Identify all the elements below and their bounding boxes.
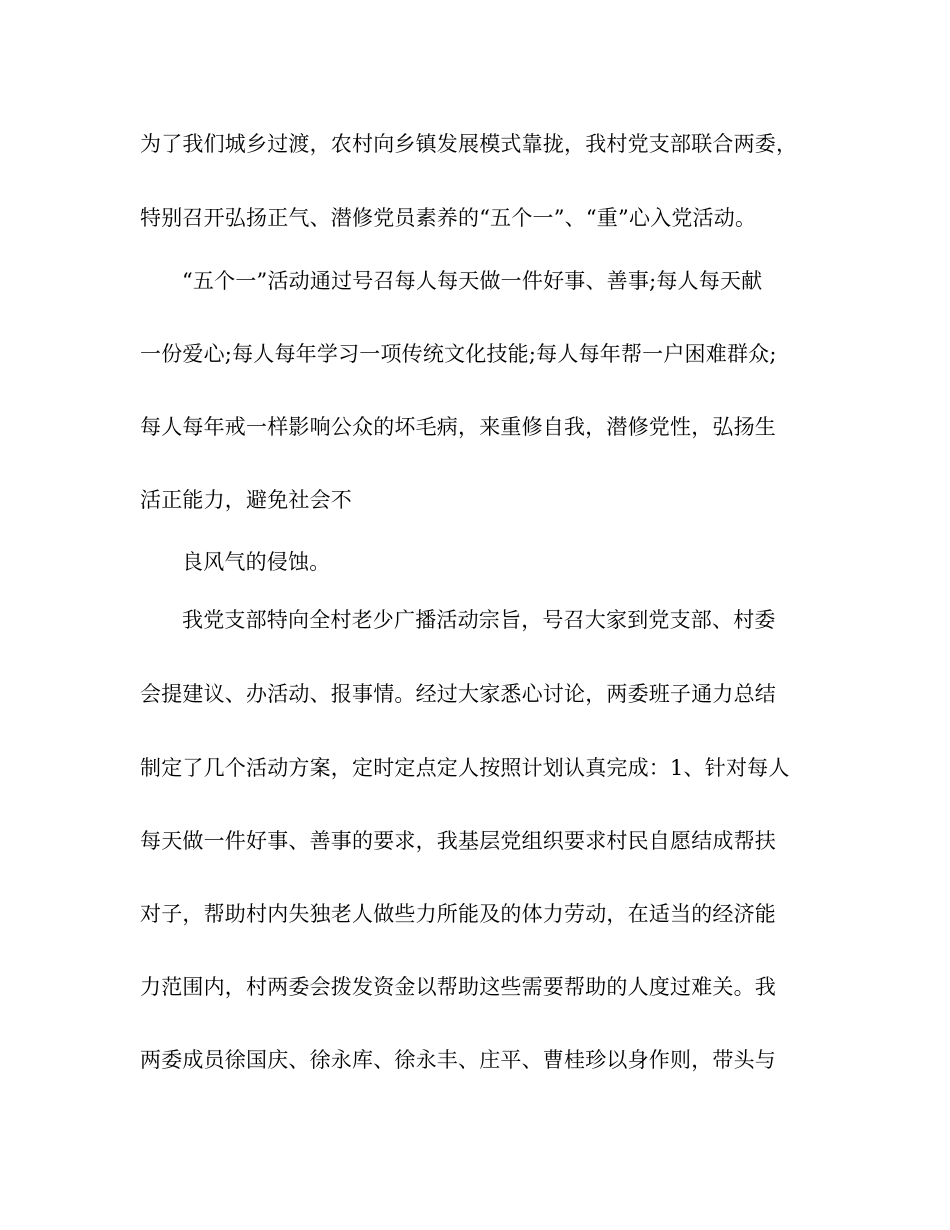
text-line-8: 我党支部特向全村老少广播活动宗旨，号召大家到党支部、村委 bbox=[182, 608, 776, 632]
text-line-5: 每人每年戒一样影响公众的坏毛病，来重修自我，潜修党性，弘扬生 bbox=[140, 415, 776, 439]
text-line-9: 会提建议、办活动、报事情。经过大家悉心讨论，两委班子通力总结 bbox=[140, 682, 776, 706]
text-line-4: 一份爱心;每人每年学习一项传统文化技能;每人每年帮一户困难群众; bbox=[140, 342, 777, 366]
text-line-3: “五个一”活动通过号召每人每天做一件好事、善事;每人每天献 bbox=[182, 269, 763, 293]
text-line-12: 对子，帮助村内失独老人做些力所能及的体力劳动，在适当的经济能 bbox=[140, 902, 776, 926]
text-line-1: 为了我们城乡过渡，农村向乡镇发展模式靠拢，我村党支部联合两委， bbox=[140, 132, 798, 156]
text-line-13: 力范围内，村两委会拨发资金以帮助这些需要帮助的人度过难关。我 bbox=[140, 975, 776, 999]
text-line-6: 活正能力，避免社会不 bbox=[140, 488, 352, 512]
text-line-14: 两委成员徐国庆、徐永库、徐永丰、庄平、曹桂珍以身作则，带头与 bbox=[140, 1048, 776, 1072]
text-line-11: 每天做一件好事、善事的要求，我基层党组织要求村民自愿结成帮扶 bbox=[140, 829, 776, 853]
text-line-10: 制定了几个活动方案，定时定点定人按照计划认真完成：1、针对每人 bbox=[140, 756, 790, 780]
text-line-2: 特别召开弘扬正气、潜修党员素养的“五个一”、“重”心入党活动。 bbox=[140, 206, 757, 230]
text-line-7: 良风气的侵蚀。 bbox=[182, 550, 331, 574]
